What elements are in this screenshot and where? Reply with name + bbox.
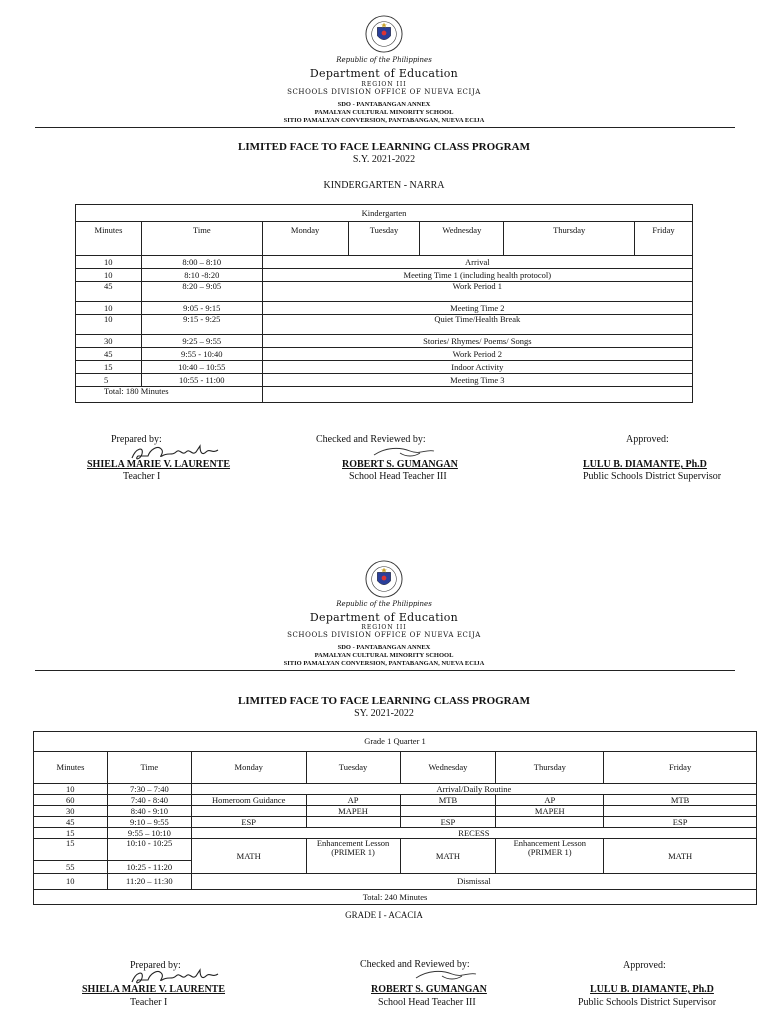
row-time: 7:30 – 7:40: [107, 784, 191, 795]
approved-label: Approved:: [626, 434, 669, 445]
grade1-schedule-table: [33, 731, 757, 905]
cell-thursday: Enhancement Lesson (PRIMER 1): [496, 839, 604, 874]
row-minutes: 15: [34, 839, 108, 861]
cell-monday: ESP: [191, 817, 306, 828]
row-minutes: 45: [34, 817, 108, 828]
table-row: [76, 335, 693, 348]
header-thursday: Thursday: [504, 222, 635, 256]
checked-by-position: School Head Teacher III: [378, 997, 476, 1008]
prepared-by-label: Prepared by:: [130, 960, 181, 971]
school-year: S.Y. 2021-2022: [352, 154, 416, 165]
cell-monday: MATH: [191, 839, 306, 874]
cell-monday: [191, 806, 306, 817]
address-text: SITIO PAMALYAN CONVERSION, PANTABANGAN, NUEVA ECIJA: [283, 660, 485, 667]
cell-friday: [604, 806, 757, 817]
table-title-row: [76, 205, 693, 222]
row-time: 10:25 - 11:20: [107, 861, 191, 874]
table-row: [34, 817, 757, 828]
row-minutes: 45: [76, 282, 142, 302]
header-tuesday: Tuesday: [306, 752, 400, 784]
cell-tuesday: Enhancement Lesson (PRIMER 1): [306, 839, 400, 874]
checked-by-name: ROBERT S. GUMANGAN: [371, 984, 487, 995]
table-row: [34, 784, 757, 795]
cell-thursday: AP: [496, 795, 604, 806]
approved-by-name: LULU B. DIAMANTE, Ph.D: [583, 459, 707, 470]
row-time: 8:20 – 9:05: [141, 282, 262, 302]
row-minutes: 10: [76, 256, 142, 269]
row-time: 9:05 - 9:15: [141, 302, 262, 315]
row-activity: Indoor Activity: [262, 361, 692, 374]
republic-text: Republic of the Philippines: [336, 56, 432, 64]
region-text: REGION III: [361, 81, 407, 88]
row-minutes: 10: [34, 874, 108, 890]
school-text: PAMALYAN CULTURAL MINORITY SCHOOL: [314, 652, 454, 659]
table-row: [34, 839, 757, 861]
kindergarten-schedule-table: [75, 204, 693, 403]
row-time: 7:40 - 8:40: [107, 795, 191, 806]
program-title: LIMITED FACE TO FACE LEARNING CLASS PROGRAM: [238, 695, 530, 707]
row-time: 8:10 -8:20: [141, 269, 262, 282]
division-text: SCHOOLS DIVISION OFFICE OF NUEVA ECIJA: [287, 88, 481, 96]
row-activity: RECESS: [191, 828, 756, 839]
table-total-row: [76, 387, 693, 403]
row-minutes: 60: [34, 795, 108, 806]
table-row: [76, 315, 693, 335]
section-name: GRADE I - ACACIA: [345, 910, 423, 920]
row-minutes: 55: [34, 861, 108, 874]
school-head-signature-icon: [412, 966, 482, 984]
header-tuesday: Tuesday: [348, 222, 420, 256]
department-title: Department of Education: [309, 611, 459, 624]
header-wednesday: Wednesday: [400, 752, 496, 784]
checked-by-position: School Head Teacher III: [349, 471, 447, 482]
row-time: 9:55 – 10:10: [107, 828, 191, 839]
table-row: [76, 348, 693, 361]
row-minutes: 5: [76, 374, 142, 387]
table-title-row: [34, 732, 757, 752]
total-minutes: Total: 240 Minutes: [34, 890, 757, 905]
row-activity: Arrival: [262, 256, 692, 269]
prepared-by-name: SHIELA MARIE V. LAURENTE: [87, 459, 231, 470]
row-time: 9:10 – 9:55: [107, 817, 191, 828]
cell-wednesday: MATH: [400, 839, 496, 874]
row-activity: Stories/ Rhymes/ Poems/ Songs: [262, 335, 692, 348]
prepared-by-name: SHIELA MARIE V. LAURENTE: [82, 984, 226, 995]
annex-text: SDO - PANTABANGAN ANNEX: [337, 101, 431, 108]
cell-friday: MTB: [604, 795, 757, 806]
checked-by-name: ROBERT S. GUMANGAN: [342, 459, 458, 470]
cell-monday: Homeroom Guidance: [191, 795, 306, 806]
table-row: [76, 302, 693, 315]
table-row: [34, 795, 757, 806]
cell-thursday: [496, 817, 604, 828]
table-row: [76, 374, 693, 387]
annex-text: SDO - PANTABANGAN ANNEX: [337, 644, 431, 651]
approved-label: Approved:: [623, 960, 666, 971]
row-time: 9:25 – 9:55: [141, 335, 262, 348]
row-activity: Dismissal: [191, 874, 756, 890]
region-text: REGION III: [361, 624, 407, 631]
row-minutes: 15: [76, 361, 142, 374]
row-minutes: 10: [34, 784, 108, 795]
row-activity: Work Period 2: [262, 348, 692, 361]
table-row: [34, 874, 757, 890]
header-wednesday: Wednesday: [420, 222, 504, 256]
table-title: Grade 1 Quarter 1: [34, 732, 757, 752]
prepared-by-position: Teacher I: [123, 471, 161, 482]
table-row: [76, 361, 693, 374]
row-activity: Arrival/Daily Routine: [191, 784, 756, 795]
row-minutes: 10: [76, 269, 142, 282]
row-time: 9:15 - 9:25: [141, 315, 262, 335]
total-empty-cell: [262, 387, 692, 403]
header-divider: [35, 127, 735, 128]
row-minutes: 45: [76, 348, 142, 361]
header-monday: Monday: [191, 752, 306, 784]
header-divider: [35, 670, 735, 671]
row-time: 8:00 – 8:10: [141, 256, 262, 269]
row-minutes: 10: [76, 315, 142, 335]
header-time: Time: [107, 752, 191, 784]
department-title: Department of Education: [309, 67, 459, 80]
header-thursday: Thursday: [496, 752, 604, 784]
school-text: PAMALYAN CULTURAL MINORITY SCHOOL: [314, 109, 454, 116]
cell-wednesday: ESP: [400, 817, 496, 828]
row-time: 11:20 – 11:30: [107, 874, 191, 890]
table-header-row: [76, 222, 693, 256]
cell-tuesday: [306, 817, 400, 828]
table-row: [76, 269, 693, 282]
table-header-row: [34, 752, 757, 784]
table-row: [76, 256, 693, 269]
row-minutes: 30: [34, 806, 108, 817]
checked-by-label: Checked and Reviewed by:: [316, 434, 426, 445]
school-year: SY. 2021-2022: [354, 708, 414, 719]
header-friday: Friday: [635, 222, 693, 256]
row-minutes: 10: [76, 302, 142, 315]
republic-text: Republic of the Philippines: [336, 600, 432, 608]
cell-wednesday: MTB: [400, 795, 496, 806]
deped-seal-icon: [365, 560, 403, 598]
prepared-by-label: Prepared by:: [111, 434, 162, 445]
cell-wednesday: [400, 806, 496, 817]
cell-friday: MATH: [604, 839, 757, 874]
approved-by-position: Public Schools District Supervisor: [578, 997, 717, 1008]
row-activity: Work Period 1: [262, 282, 692, 302]
cell-thursday: MAPEH: [496, 806, 604, 817]
approved-by-position: Public Schools District Supervisor: [583, 471, 722, 482]
approved-by-name: LULU B. DIAMANTE, Ph.D: [590, 984, 714, 995]
header-friday: Friday: [604, 752, 757, 784]
checked-by-label: Checked and Reviewed by:: [360, 959, 470, 970]
division-text: SCHOOLS DIVISION OFFICE OF NUEVA ECIJA: [287, 631, 481, 639]
row-time: 9:55 - 10:40: [141, 348, 262, 361]
prepared-by-position: Teacher I: [130, 997, 168, 1008]
deped-seal-icon: [365, 15, 403, 53]
table-title: Kindergarten: [76, 205, 693, 222]
row-activity: Quiet Time/Health Break: [262, 315, 692, 335]
total-minutes: Total: 180 Minutes: [76, 387, 263, 403]
row-time: 10:40 – 10:55: [141, 361, 262, 374]
header-time: Time: [141, 222, 262, 256]
row-time: 10:10 - 10:25: [107, 839, 191, 861]
row-activity: Meeting Time 1 (including health protocol): [262, 269, 692, 282]
cell-tuesday: MAPEH: [306, 806, 400, 817]
table-row: [34, 806, 757, 817]
row-time: 10:55 - 11:00: [141, 374, 262, 387]
table-row: [34, 828, 757, 839]
row-activity: Meeting Time 3: [262, 374, 692, 387]
section-name: KINDERGARTEN - NARRA: [323, 180, 445, 191]
row-activity: Meeting Time 2: [262, 302, 692, 315]
cell-friday: ESP: [604, 817, 757, 828]
address-text: SITIO PAMALYAN CONVERSION, PANTABANGAN, NUEVA ECIJA: [283, 117, 485, 124]
header-minutes: Minutes: [76, 222, 142, 256]
table-row: [76, 282, 693, 302]
program-title: LIMITED FACE TO FACE LEARNING CLASS PROGRAM: [238, 141, 530, 153]
row-minutes: 30: [76, 335, 142, 348]
row-time: 8:40 - 9:10: [107, 806, 191, 817]
header-minutes: Minutes: [34, 752, 108, 784]
row-minutes: 15: [34, 828, 108, 839]
table-total-row: [34, 890, 757, 905]
cell-tuesday: AP: [306, 795, 400, 806]
header-monday: Monday: [262, 222, 348, 256]
